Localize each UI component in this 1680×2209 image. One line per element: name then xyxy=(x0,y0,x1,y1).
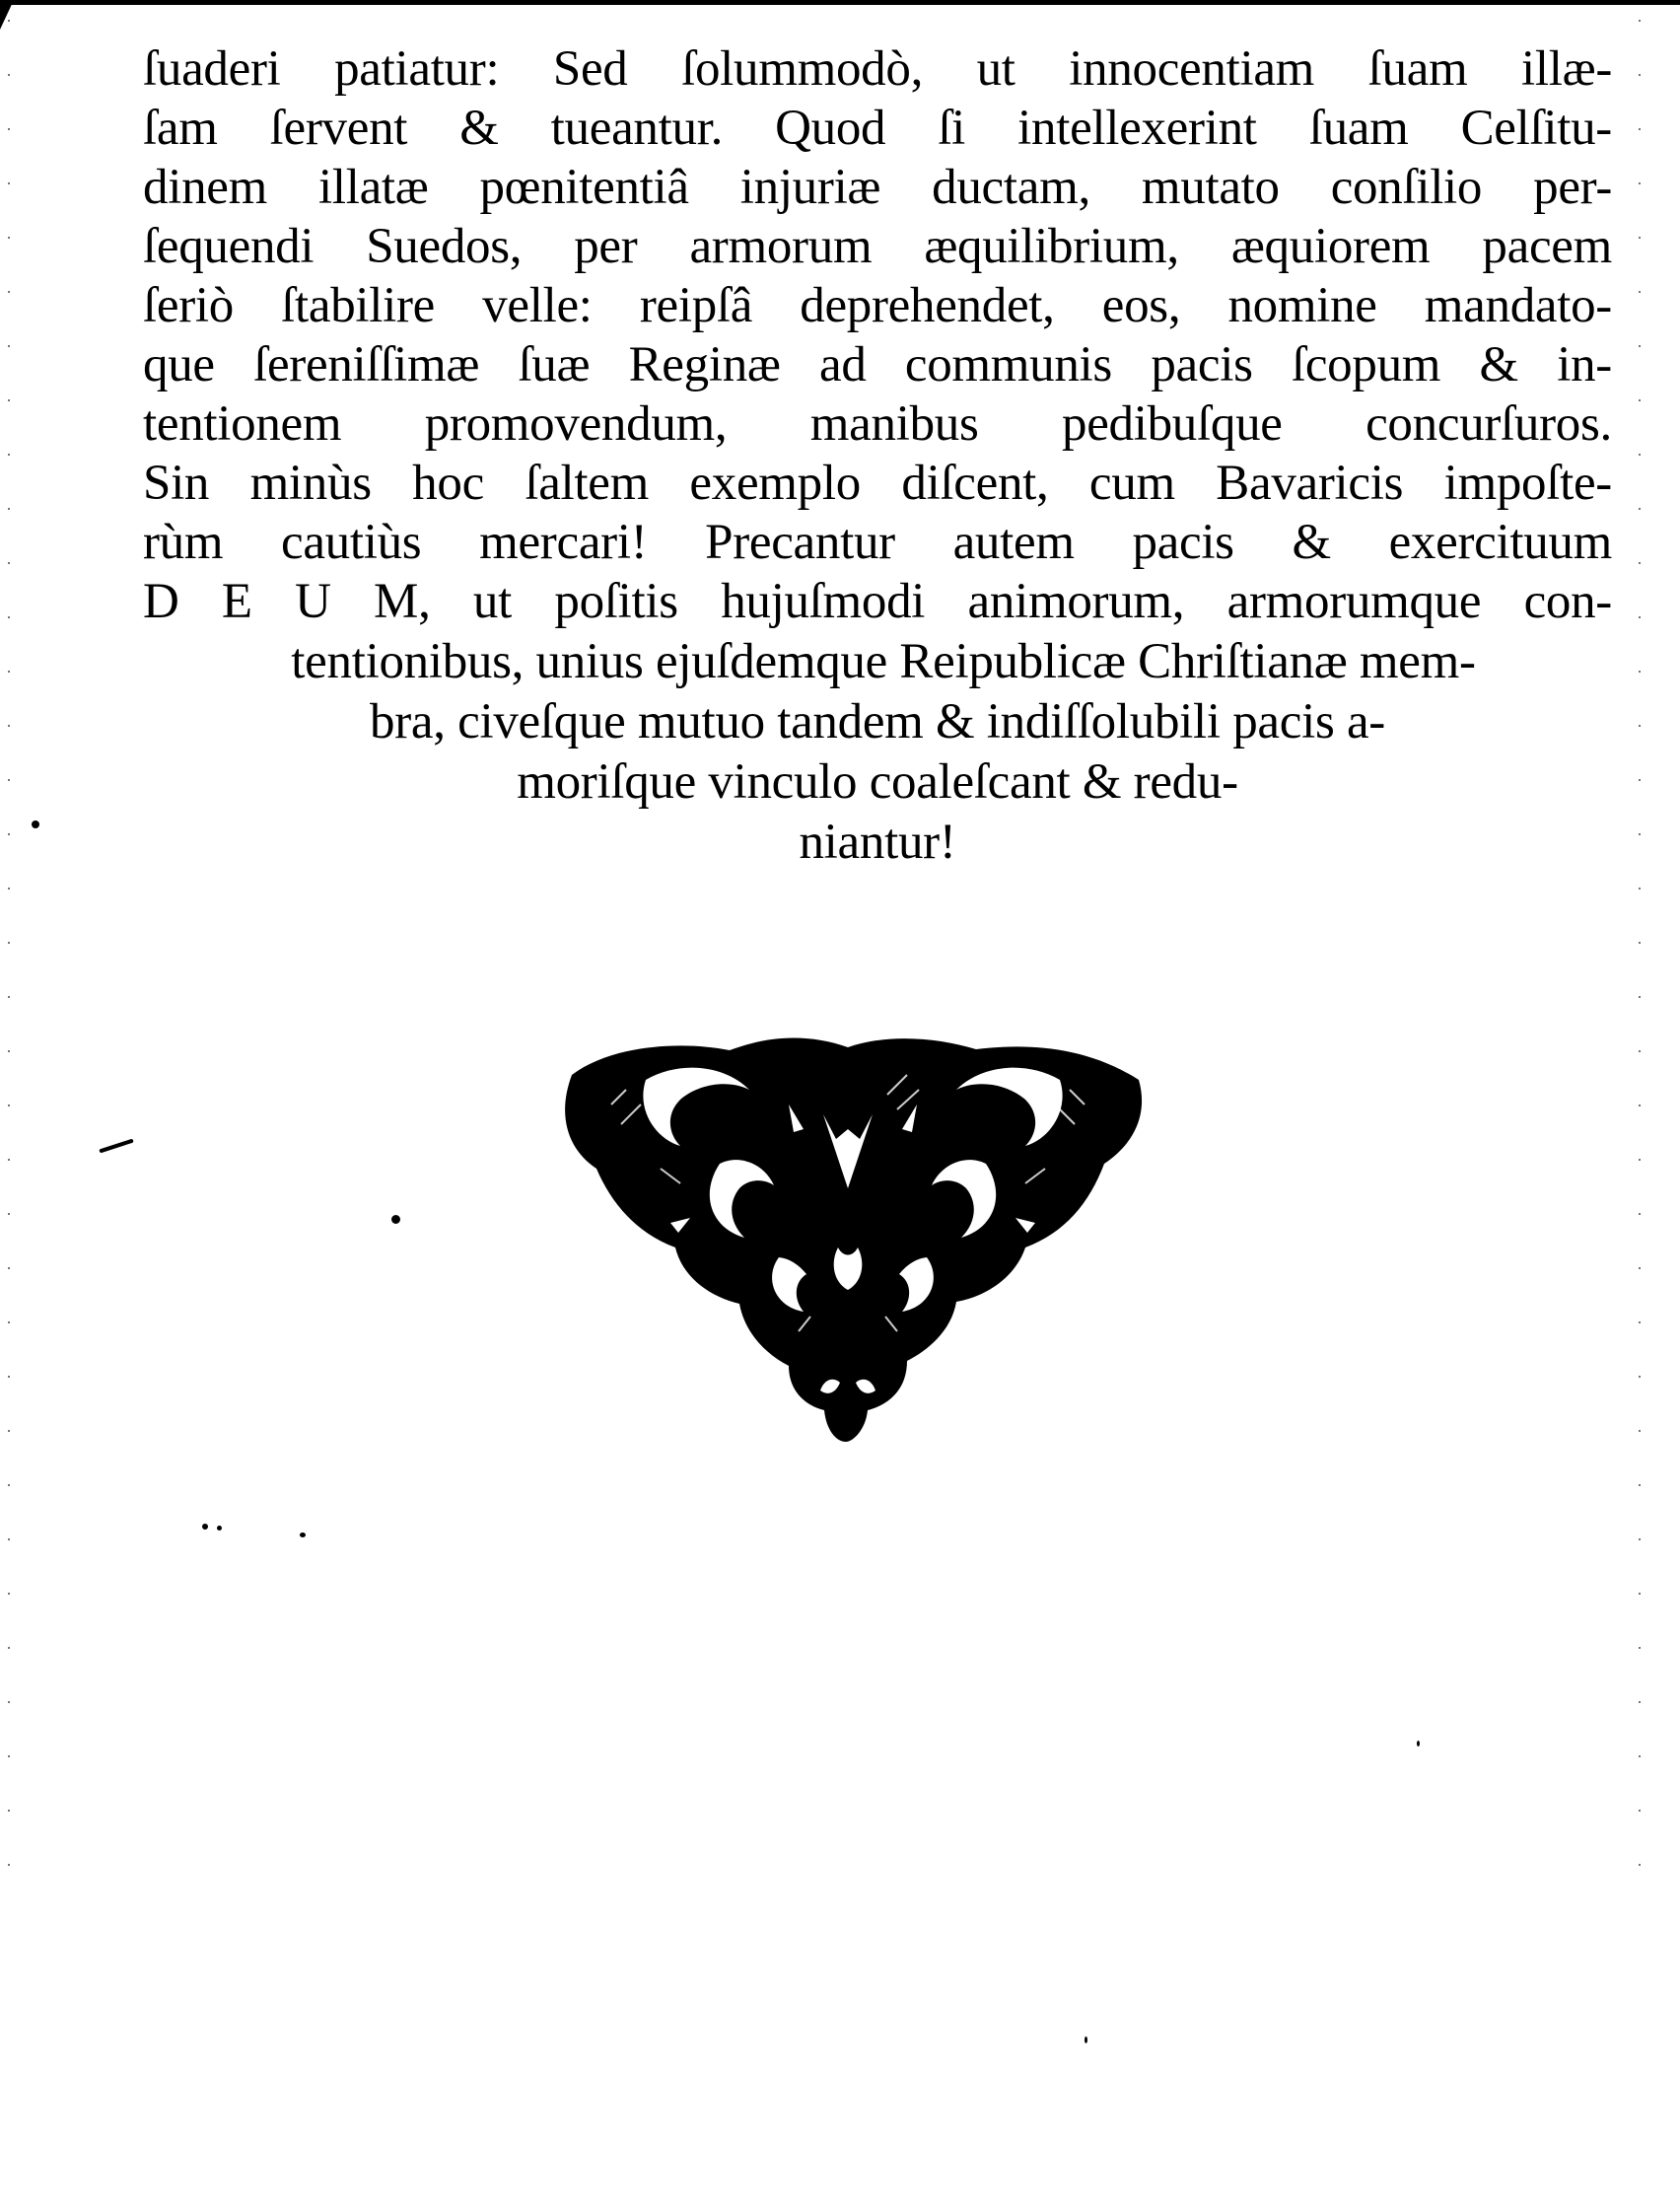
ink-speck xyxy=(300,1532,306,1537)
text-line-12: bra, civeſque mutuo tandem & indiſſolubili pacis a- xyxy=(370,694,1385,749)
ink-speck xyxy=(99,1139,133,1154)
ink-speck xyxy=(1085,2036,1087,2043)
ink-speck xyxy=(217,1526,222,1531)
ink-speck xyxy=(1417,1741,1420,1746)
top-scan-edge xyxy=(0,0,1680,5)
text-line-13: moriſque vinculo coaleſcant & redu- xyxy=(517,754,1238,810)
ink-speck xyxy=(32,820,39,828)
text-line-11: tentionibus, unius ejuſdemque Reipublicæ Chriſtianæ mem- xyxy=(291,634,1476,689)
text-line-8: Sin minùs hoc ſaltem exemplo diſcent, cum Bavaricis impoſte- xyxy=(143,456,1612,511)
text-line-14: niantur! xyxy=(799,815,956,870)
right-margin-specks xyxy=(1639,20,1641,1893)
text-line-1: ſuaderi patiatur: Sed ſolummodò, ut innocentiam ſuam illæ- xyxy=(143,41,1612,97)
text-line-4: ſequendi Suedos, per armorum æquilibrium, æquiorem pacem xyxy=(143,219,1612,274)
text-line-3: dinem illatæ pœnitentiâ injuriæ ductam, mutato conſilio per- xyxy=(143,160,1612,215)
ink-speck xyxy=(391,1215,400,1224)
left-margin-specks xyxy=(8,20,10,1893)
text-line-7: tentionem promovendum, manibus pedibuſque concurſuros. xyxy=(143,396,1612,452)
ink-speck xyxy=(202,1524,208,1530)
text-line-9: rùm cautiùs mercari! Precantur autem pacis & exercituum xyxy=(143,515,1612,570)
floral-tailpiece-ornament-icon xyxy=(552,1035,1154,1445)
text-line-10: D E U M, ut poſitis hujuſmodi animorum, armorumque con- xyxy=(143,574,1612,629)
text-line-5: ſeriò ſtabilire velle: reipſâ deprehendet, eos, nomine mandato- xyxy=(143,278,1612,333)
scan-corner-shadow xyxy=(0,0,14,30)
text-line-6: que ſereniſſimæ ſuæ Reginæ ad communis pacis ſcopum & in- xyxy=(143,337,1612,392)
text-line-2: ſam ſervent & tueantur. Quod ſi intellexerint ſuam Celſitu- xyxy=(143,101,1612,156)
